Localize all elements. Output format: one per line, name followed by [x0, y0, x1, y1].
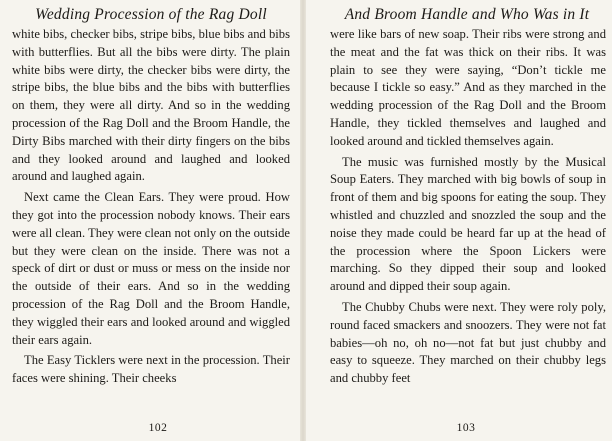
right-running-head: And Broom Handle and Who Was in It — [344, 6, 590, 23]
right-body-text — [330, 26, 606, 391]
left-body-text — [12, 26, 290, 391]
left-paragraph-2: Next came the Clean Ears. They were proud. How they got into the procession nobody knows. Their ears were all clean. They were clean not only on the outside but they were clean on the inside. There was not a speck of dirt or dust or muss or mess on the inside nor the outside of their ears. And so in the wedding procession of the Rag Doll and the Broom Handle, they wiggled their ears and looked around and wiggled their ears again. — [12, 190, 290, 347]
left-running-head: Wedding Procession of the Rag Doll — [35, 6, 267, 23]
right-paragraph-3: The Chubby Chubs were next. They were roly poly, round faced smackers and snoozers. They were not fat babies—oh no, oh no—not fat but just chubby and easy to squeeze. They marched on their chubby legs and chubby feet — [330, 299, 606, 386]
right-paragraph-2: The music was furnished mostly by the Musical Soup Eaters. They marched with big bowls of soup in front of them and big spoons for eating the soup. They whistled and chuzzled and snozzled the soup and the noise they made could be heard far up at the head of the procession where the Spoon Lickers were marching. So they dipped their soup and looked around and dipped their soup again. — [330, 154, 606, 294]
left-page-number: 102 — [148, 422, 168, 434]
right-page-number: 103 — [456, 422, 476, 434]
right-page — [306, 0, 606, 441]
left-paragraph-3: The Easy Ticklers were next in the procession. Their faces were shining. Their cheeks — [12, 353, 290, 386]
left-page — [0, 0, 300, 441]
left-paragraph-1: white bibs, checker bibs, stripe bibs, blue bibs and bibs with butterflies. But all the bibs were dirty. The plain white bibs were dirty, the checker bibs were dirty, the stripe bibs, the blue bibs and the bibs with butterflies on them, they were all dirty. And so in the wedding procession of the Rag Doll and the Broom Handle, the Dirty Bibs marched with their dirty fingers on the bibs and they looked around and laughed and looked around and laughed again. — [12, 27, 290, 184]
right-paragraph-1: were like bars of new soap. Their ribs were strong and the meat and the fat was thick on their ribs. It was plain to see they were saying, “Don’t tickle me because I tickle so easy.” And as they marched in the wedding procession of the Rag Doll and the Broom Handle, they tickled themselves and laughed and looked around and tickled themselves again. — [330, 27, 606, 148]
